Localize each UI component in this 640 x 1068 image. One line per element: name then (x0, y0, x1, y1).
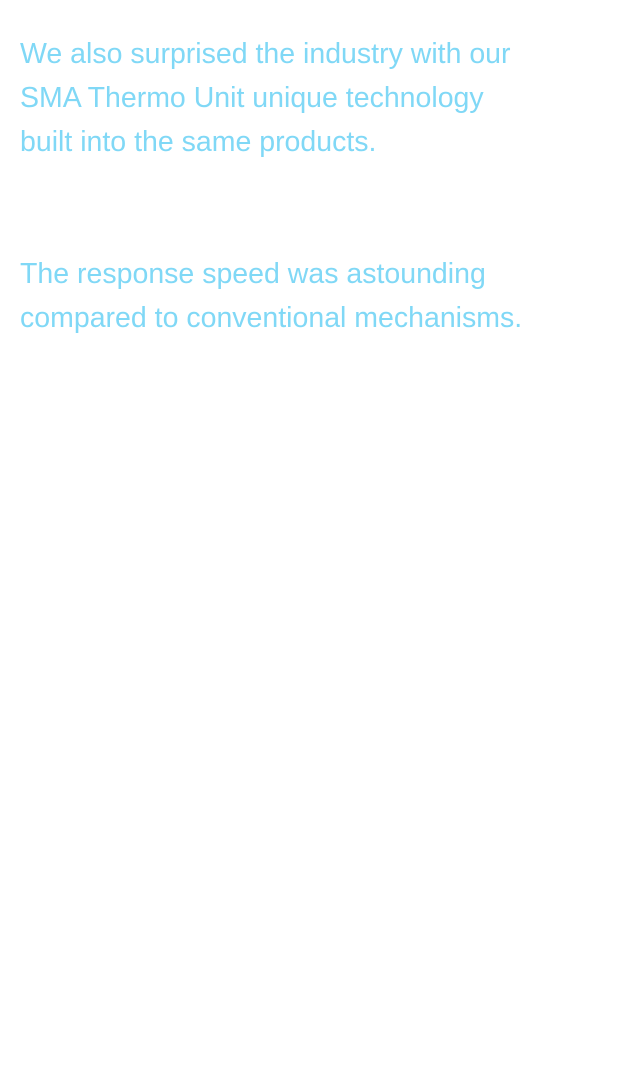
paragraph-line: The response speed was astounding (20, 258, 486, 290)
paragraph-line: SMA Thermo Unit unique technology (20, 82, 484, 114)
text-content (20, 32, 630, 340)
paragraph-response-speed (20, 252, 630, 340)
paragraph-line: compared to conventional mechanisms. (20, 302, 523, 334)
paragraph-line: We also surprised the industry with our (20, 38, 511, 70)
paragraph-sma-technology (20, 32, 630, 164)
paragraph-line: built into the same products. (20, 126, 377, 158)
